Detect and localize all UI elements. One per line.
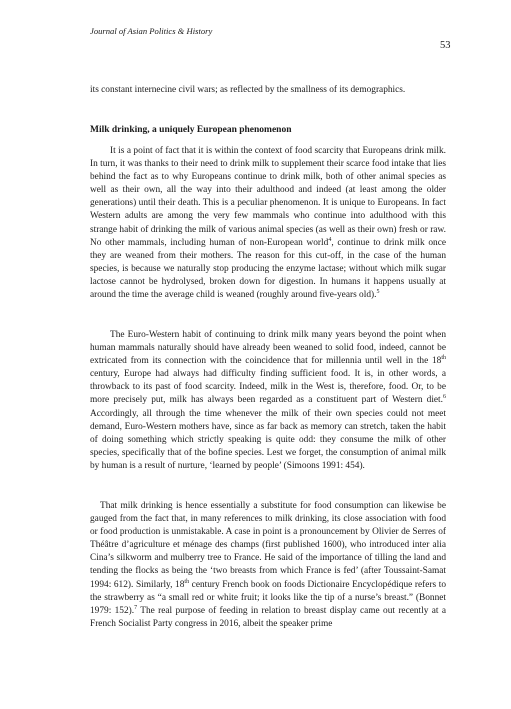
footnote-ref-4: 4 bbox=[328, 236, 332, 243]
section-heading: Milk drinking, a uniquely European phenomenon bbox=[90, 125, 292, 135]
superscript-th: th bbox=[184, 578, 190, 585]
paragraph-1-text-a: It is a point of fact that it is within the context of food scarcity that Europeans drink milk. In turn, it was thanks to their need to drink milk to supplement their scarce food intake that lies behind the fact as to why Europeans continue to drink milk, both of other animal species as well as their own, all the way into their adulthood and indeed (at least among the older generations) until their death. This is a peculiar phenomenon. It is unique to Europeans. In fact Western adults are among the very few mammals who continue into adulthood with this strange habit of drinking the milk of various animal species (as well as their own) fresh or raw. No other mammals, including human of non-European world bbox=[90, 146, 446, 248]
superscript-th: th bbox=[441, 355, 446, 362]
page-number: 53 bbox=[440, 40, 451, 51]
paragraph-3-text-a: That milk drinking is hence essentially a substitute for food consumption can likewise be gauged from the fact that, in many references to milk drinking, its close association with food or food production is unmistakable. A case in point is a pronouncement by Olivier de Serres of Théâtre d’agriculture et ménage des champs (first published 1600), who introduced inter alia Cina’s silkworm and mulberry tree to France. He said of the importance of tilling the land and tending the flocks as being the ‘two breasts from which France is fed’ (after Toussaint-Samat 1994: 612). Similarly, 18 bbox=[90, 501, 446, 590]
paragraph-3-text-c: The real purpose of feeding in relation to breast display came out recently at a French Socialist Party congress in 2016, albeit the speaker prime bbox=[90, 605, 446, 629]
footnote-ref-6: 6 bbox=[443, 394, 446, 401]
paragraph-2-text-b: century, Europe had always had difficulty finding sufficient food. It is, in other words, a throwback to its past of food scarcity. Indeed, milk in the West is, therefore, food. Or, to be more precisely put, milk has always been regarded as a constituent part of Western diet. bbox=[90, 369, 446, 406]
paragraph-3 bbox=[90, 500, 446, 631]
journal-title: Journal of Asian Politics & History bbox=[90, 26, 213, 36]
paragraph-1 bbox=[90, 145, 446, 302]
paragraph-2-text-a: The Euro-Western habit of continuing to drink milk many years beyond the point when human mammals naturally should have already been weaned to solid food, indeed, cannot be extricated from its connection with the coincidence that for millennia until well in the 18 bbox=[90, 330, 446, 367]
paragraph-1-text-b: , continue to drink milk once they are weaned from their mothers. The reason for this cut-off, in the case of the human species, is because we naturally stop producing the enzyme lactase; without which milk sugar lactose cannot be hydrolysed, broken down for digestion. In humans it happens usually at around the time the average child is weaned (roughly around five-years old). bbox=[90, 237, 447, 301]
paragraph-3-text-b: century French book on foods Dictionaire Encyclopédique refers to the strawberry as “a small red or white fruit; it looks like the tip of a nurse’s breast.” (Bonnet 1979: 152). bbox=[90, 579, 446, 616]
paragraph-2 bbox=[90, 329, 446, 473]
footnote-ref-7: 7 bbox=[134, 604, 138, 611]
paragraph-continuation: its constant internecine civil wars; as reflected by the smallness of its demographics. bbox=[90, 85, 406, 95]
paragraph-2-text-c: Accordingly, all through the time whenever the milk of their own species could not meet demand, Euro-Western mothers have, since as far back as memory can stretch, taken the habit of doing something which strictly speaking is quite odd: they consume the milk of other species, specifically that of the bofine species. Lest we forget, the consumption of animal milk by human is a result of nurture, ‘learned by people’ (Simoons 1991: 454). bbox=[90, 408, 446, 471]
footnote-ref-5: 5 bbox=[376, 288, 380, 295]
